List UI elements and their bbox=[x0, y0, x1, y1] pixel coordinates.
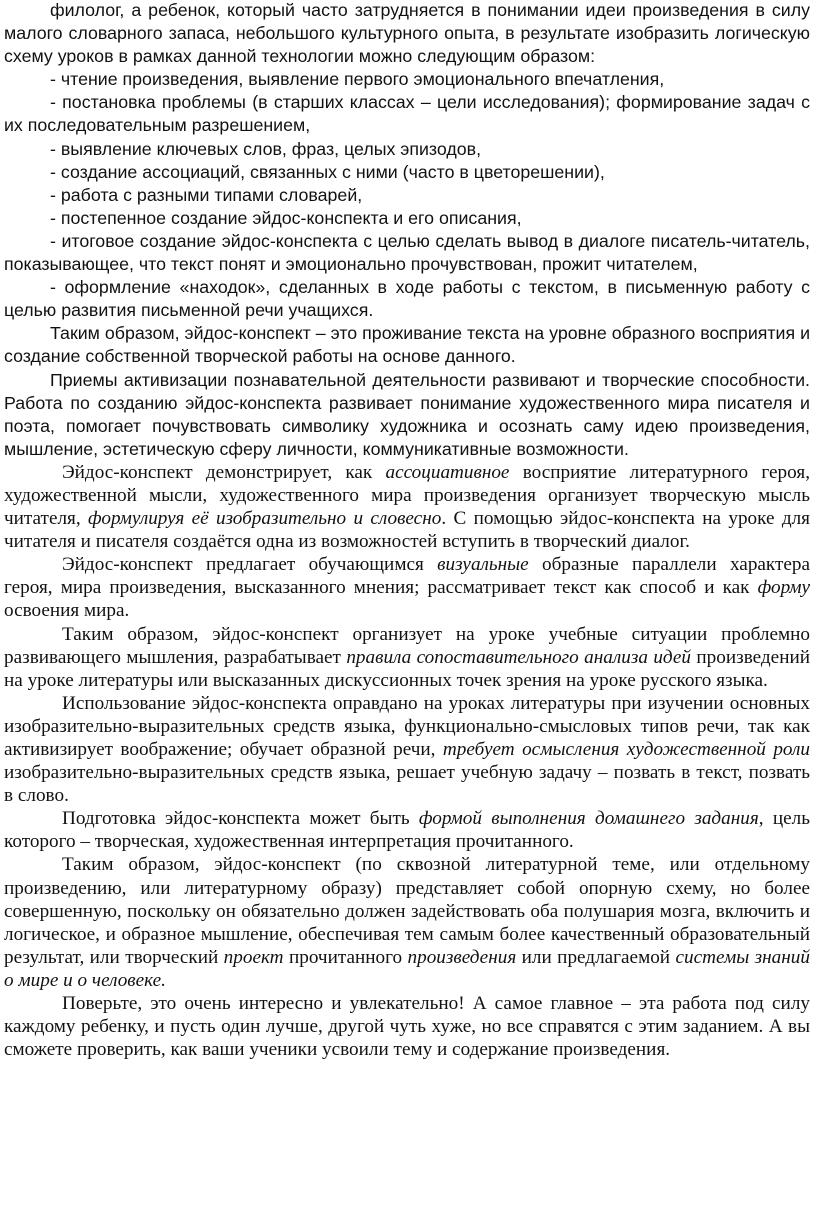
summary-paragraph: Таким образом, эйдос-конспект – это проживание текста на уровне образного восприятия и создание собственной творческой работы на основе данного. bbox=[4, 323, 810, 367]
body-paragraph: Эйдос-конспект демонстрирует, как ассоциативное восприятие литературного героя, художественной мысли, художественного мира произведения организует творческую мысль читателя, формулируя её изобразительно и словесно. С помощью эйдос-конспекта на уроке для читателя и писателя создаётся одна из возможностей вступить в творческий диалог. bbox=[4, 461, 810, 553]
list-item: - работа с разными типами словарей, bbox=[50, 184, 363, 205]
body-paragraph: Эйдос-конспект предлагает обучающимся визуальные образные параллели характера героя, мира произведения, высказанного мнения; рассматривает текст как способ и как форму освоения мира. bbox=[4, 554, 811, 622]
lesson-steps-list bbox=[4, 68, 810, 322]
summary-paragraph: Приемы активизации познавательной деятельности развивают и творческие способности. Работа по созданию эйдос-конспекта развивает понимание художественного мира писателя и поэта, помогает почувствовать символику художника и осознать саму идею произведения, мышление, эстетическую сферу личности, коммуникативные возможности. bbox=[4, 369, 810, 459]
body-paragraph: Использование эйдос-конспекта оправдано на уроках литературы при изучении основных изобразительно-выразительных средств языка, функционально-смысловых типов речи, так как активизирует воображение; обучает образной речи, требует осмысления художественной роли изобразительно-выразительных средств языка, решает учебную задачу – позвать в текст, позвать в слово. bbox=[4, 692, 810, 807]
body-paragraph: Таким образом, эйдос-конспект организует на уроке учебные ситуации проблемно развивающего мышления, разрабатывает правила сопоставительного анализа идей произведений на уроке литературы или высказанных дискуссионных точек зрения на уроке русского языка. bbox=[4, 623, 810, 691]
emphasis: правила сопоставительного анализа идей bbox=[346, 646, 691, 668]
list-item: - постановка проблемы (в старших классах – цели исследования); формирование задач с их последовательным разрешением, bbox=[4, 92, 810, 136]
closing-paragraph: Поверьте, это очень интересно и увлекательно! А самое главное – эта работа под силу каждому ребенку, и пусть один лучше, другой чуть хуже, но все справятся с этим заданием. А вы сможете проверить, как ваши ученики усвоили тему и содержание произведения. bbox=[4, 993, 810, 1061]
emphasis: проект bbox=[223, 946, 284, 968]
body-paragraph: Подготовка эйдос-конспекта может быть формой выполнения домашнего задания, цель которого – творческая, художественная интерпретация прочитанного. bbox=[4, 808, 811, 853]
list-item: - постепенное создание эйдос-конспекта и его описания, bbox=[50, 207, 522, 228]
intro-paragraph: филолог, а ребенок, который часто затрудняется в понимании идеи произведения в силу малого словарного запаса, небольшого культурного опыта, в результате изобразить логическую схему уроков в рамках данной технологии можно следующим образом: bbox=[4, 0, 810, 67]
body-paragraph: Таким образом, эйдос-конспект (по сквозной литературной теме, или отдельному произведению, или литературному образу) представляет собой опорную схему, но более совершенную, поскольку он обязательно должен задействовать оба полушария мозга, включить и логическое, и образное мышление, обеспечивая тем самым более качественный образовательный результат, или творческий проект прочитанного произведения или предлагаемой системы знаний о мире и о человеке. bbox=[4, 854, 810, 991]
emphasis: ассоциативное bbox=[385, 461, 510, 483]
list-item: - выявление ключевых слов, фраз, целых эпизодов, bbox=[50, 138, 482, 159]
emphasis: визуальные bbox=[437, 554, 529, 576]
emphasis: формой выполнения домашнего задания bbox=[418, 808, 759, 830]
list-item: - создание ассоциаций, связанных с ними (часто в цветорешении), bbox=[50, 161, 605, 182]
emphasis: системы знаний о мире и о человеке. bbox=[4, 946, 810, 991]
list-item: - оформление «находок», сделанных в ходе работы с текстом, в письменную работу с целью развития письменной речи учащихся. bbox=[4, 277, 810, 321]
list-item: - итоговое создание эйдос-конспекта с целью сделать вывод в диалоге писатель-читатель, показывающее, что текст понят и эмоционально прочувствован, прожит читателем, bbox=[4, 230, 810, 275]
emphasis: формулируя её изобразительно и словесно bbox=[87, 508, 442, 530]
list-item: - чтение произведения, выявление первого эмоционального впечатления, bbox=[50, 69, 665, 90]
emphasis: форму bbox=[757, 577, 810, 599]
emphasis: требует осмысления художественной роли bbox=[442, 739, 810, 760]
emphasis: произведения bbox=[407, 946, 517, 968]
